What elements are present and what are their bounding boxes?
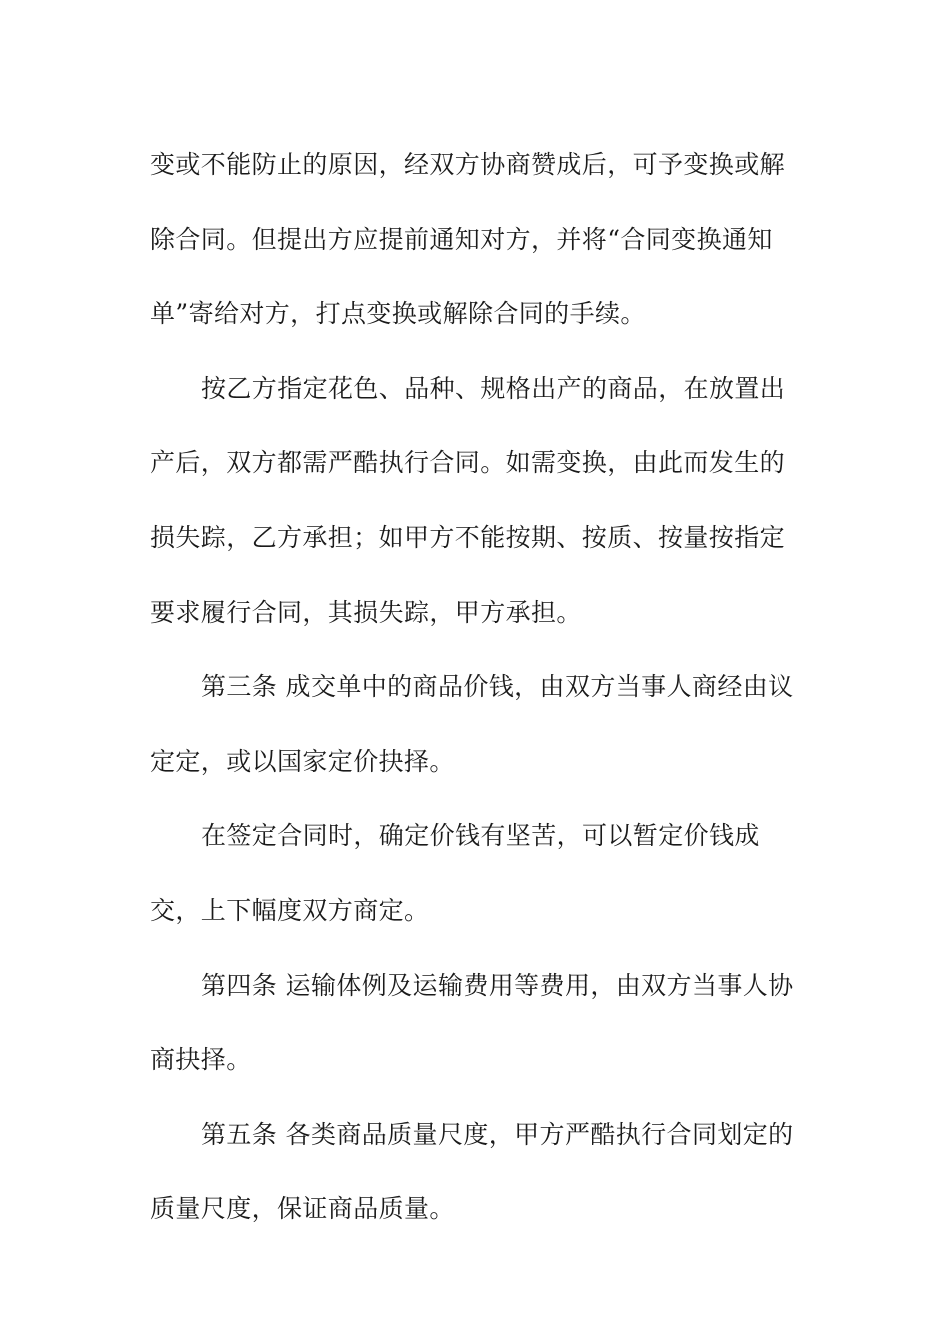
text-line: 商抉择。 — [150, 1045, 252, 1075]
text-line: 质量尺度，保证商品质量。 — [150, 1194, 455, 1224]
text-line: 单”寄给对方，打点变换或解除合同的手续。 — [150, 299, 646, 329]
text-line: 定定，或以国家定价抉择。 — [150, 746, 455, 776]
paragraph-first-line: 在签定合同时，确定价钱有坚苦，可以暂定价钱成 — [201, 821, 760, 851]
document-body — [150, 128, 810, 1247]
text-line: 要求履行合同，其损失踪，甲方承担。 — [150, 597, 582, 627]
text-line: 损失踪，乙方承担；如甲方不能按期、按质、按量按指定 — [150, 522, 786, 552]
article-4-heading-line: 第四条 运输体例及运输费用等费用，由双方当事人协 — [201, 970, 794, 1000]
text-line: 产后，双方都需严酷执行合同。如需变换，由此而发生的 — [150, 448, 786, 478]
text-line: 变或不能防止的原因，经双方协商赞成后，可予变换或解 — [150, 150, 786, 179]
article-5-heading-line: 第五条 各类商品质量尺度，甲方严酷执行合同划定的 — [201, 1119, 794, 1149]
text-line: 交，上下幅度双方商定。 — [150, 895, 430, 925]
paragraph-first-line: 按乙方指定花色、品种、规格出产的商品，在放置出 — [201, 373, 786, 403]
article-3-heading-line: 第三条 成交单中的商品价钱，由双方当事人商经由议 — [201, 672, 794, 702]
text-line: 除合同。但提出方应提前通知对方，并将“合同变换通知 — [150, 224, 773, 254]
